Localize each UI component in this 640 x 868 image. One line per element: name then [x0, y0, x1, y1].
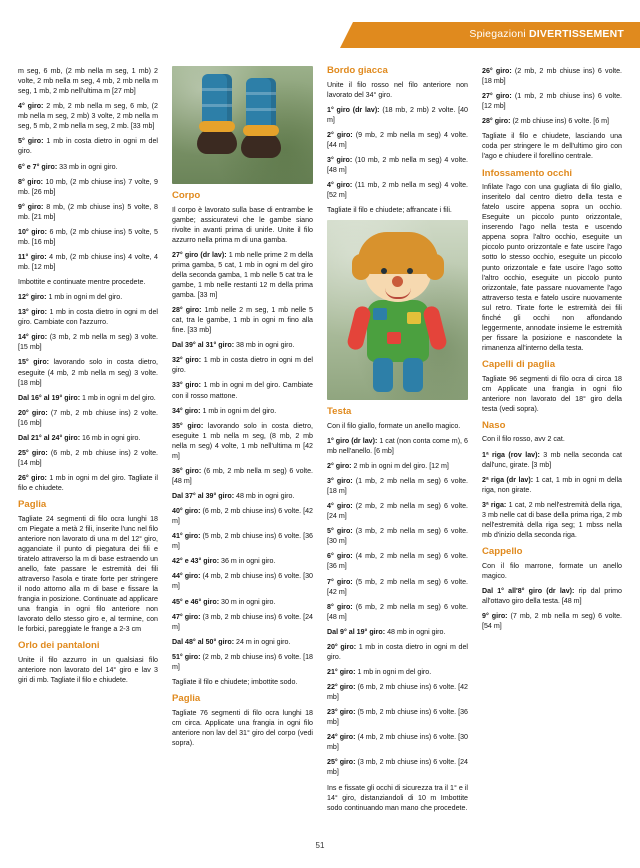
body-paragraph: 25° giro: (3 mb, 2 mb chiuse ins) 6 volte. [24 mb]: [327, 758, 468, 777]
body-paragraph: Il corpo è lavorato sulla base di entrambe le gambe; assicuratevi che le gambe siano rivolte in avanti prima di unirle. Unite il filo azzurro nella prima m di una gamba.: [172, 205, 313, 244]
body-paragraph: 21° giro: 1 mb in ogni m del giro.: [327, 667, 432, 676]
body-paragraph: 2ª riga (dr lav): 1 cat, 1 mb in ogni m della riga, non girate.: [482, 475, 622, 494]
body-paragraph: 51° giro: (2 mb, 2 mb chiuse ins) 6 volte. [18 m]: [172, 652, 313, 671]
body-paragraph: 26° giro: (2 mb, 2 mb chiuse ins) 6 volte. [18 mb]: [482, 67, 622, 86]
section-heading: Naso: [482, 419, 506, 431]
body-paragraph: 34° giro: 1 mb in ogni m del giro.: [172, 406, 277, 415]
body-paragraph: 33° giro: 1 mb in ogni m del giro. Cambiate con il rosso mattone.: [172, 381, 313, 400]
section-heading: Paglia: [18, 499, 47, 511]
section-heading: Orlo dei pantaloni: [18, 640, 100, 652]
section-heading: Infossamento occhi: [482, 167, 573, 179]
doll-patch: [373, 308, 387, 320]
body-paragraph: 8° giro: (6 mb, 2 mb nella m seg) 6 volte. [48 m]: [327, 602, 468, 621]
body-paragraph: 3ª riga: 1 cat, 2 mb nell'estremità della riga, 3 mb nelle cat di base della prima riga, 2 mb nell'estremità della riga seg; 1 mbss nella mb d'inizio della seconda riga.: [482, 500, 622, 539]
body-paragraph: 2° giro: (9 mb, 2 mb nella m seg) 4 volte. [44 m]: [327, 130, 468, 149]
body-paragraph: 27° giro: (1 mb, 2 mb chiuse ins) 6 volte. [12 mb]: [482, 92, 622, 111]
body-paragraph: 35° giro: lavorando solo in costa dietro, eseguite 1 mb nella m seg, (8 mb, 2 mb nella m seg) 4 volte, 1 mb nell'ultima m [42 m]: [172, 421, 313, 460]
body-paragraph: 5° giro: (3 mb, 2 mb nella m seg) 6 volte. [30 m]: [327, 527, 468, 546]
page-header: [0, 22, 640, 48]
header-title-bold: DIVERTISSEMENT: [529, 28, 624, 40]
doll-straw-hair: [358, 232, 438, 274]
body-paragraph: 20° giro: (7 mb, 2 mb chiuse ins) 2 volte. [16 mb]: [18, 408, 158, 427]
body-paragraph: m seg, 6 mb, (2 mb nella m seg, 1 mb) 2 volte, 2 mb nella m seg, 4 mb, 2 mb nella m seg, 1 mb, 2 mb nell'ultima m [27 mb]: [18, 67, 158, 96]
body-paragraph: Imbottite e continuate mentre procedete.: [18, 278, 146, 287]
body-paragraph: 44° giro: (4 mb, 2 mb chiuse ins) 6 volte. [30 m]: [172, 572, 313, 591]
body-paragraph: 26° giro: 1 mb in ogni m del giro. Tagliate il filo e chiudete.: [18, 474, 158, 493]
body-paragraph: Con il filo rosso, avv 2 cat.: [482, 435, 565, 444]
body-paragraph: 42° e 43° giro: 36 m in ogni giro.: [172, 557, 276, 566]
doll-leg-left: [373, 358, 393, 392]
body-paragraph: Dal 48° al 50° giro: 24 m in ogni giro.: [172, 637, 291, 646]
section-heading: Bordo giacca: [327, 65, 388, 76]
section-heading: Corpo: [172, 190, 201, 201]
column-3: [327, 66, 468, 826]
body-paragraph: Con il filo giallo, formate un anello magico.: [327, 421, 461, 430]
body-paragraph: 3° giro: (10 mb, 2 mb nella m seg) 4 volte. [48 m]: [327, 155, 469, 174]
body-paragraph: 28° giro: 1mb nelle 2 m seg, 1 mb nelle 5 cat, tra le gambe, 1 mb in ogni m fino alla fine. [33 mb]: [172, 306, 313, 335]
body-paragraph: 5° giro: 1 mb in costa dietro in ogni m del giro.: [18, 137, 159, 156]
body-paragraph: 25° giro: (6 mb, 2 mb chiuse ins) 2 volte. [14 mb]: [18, 448, 158, 467]
body-paragraph: 45° e 46° giro: 30 m in ogni giro.: [172, 597, 276, 606]
body-paragraph: 3° giro: (1 mb, 2 mb nella m seg) 6 volte. [18 m]: [327, 477, 468, 496]
body-paragraph: 11° giro: 4 mb, (2 mb chiuse ins) 4 volte, 4 mb. [12 mb]: [18, 252, 158, 271]
body-paragraph: 1° giro (dr lav): 1 cat (non conta come m), 6 mb nell'anello. [6 mb]: [327, 436, 468, 455]
doll-shoe-left: [197, 128, 237, 154]
body-paragraph: 13° giro: 1 mb in costa dietro in ogni m del giro. Cambiate con l'azzurro.: [18, 308, 158, 327]
section-heading: Capelli di paglia: [482, 359, 556, 371]
body-paragraph: Infilate l'ago con una gugliata di filo giallo, inseritelo dal centro dietro della testa e fatelo uscire appena sopra un occhio. Eseguite un piccolo punto orizzontale, inserendo l'ago nella testa e uscendo appena sopra l'altro occhio, eseguite un piccolo punto orizzontale e fate uscire l'ago sotto lo stesso occhio, eseguite un piccolo punto orizzontale e fate uscire l'ago sotto l'altro occhio, eseguite un piccolo punto orizzontale, fate passare nuovamente l'ago attraverso testa e fatelo uscire nuovamente sul retro. Tirate forte le estremità dei fili finché gli occhi non affondando leggermente, annodate insieme le estremità per fissare la posizione e nascondete la rimanenza all'interno della testa.: [482, 183, 622, 353]
body-paragraph: 4° giro: 2 mb, 2 mb nella m seg, 6 mb, (2 mb nella m seg, 2 mb) 3 volte, 2 mb nella m seg, 5 mb, 2 mb nella m seg, 2 mb. [33 mb]: [18, 102, 158, 131]
section-heading: Paglia: [172, 692, 201, 704]
body-paragraph: 20° giro: 1 mb in costa dietro in ogni m del giro.: [327, 642, 468, 661]
section-heading: Cappello: [482, 546, 523, 558]
page-number: 51: [315, 841, 325, 850]
body-paragraph: 8° giro: 10 mb, (2 mb chiuse ins) 7 volte, 9 mb. [26 mb]: [18, 177, 158, 196]
article-columns: [18, 66, 622, 826]
body-paragraph: Tagliate 76 segmenti di filo ocra lunghi 18 cm circa. Applicate una frangia in ogni filo anteriore non lav del 31° giro del corpo (vedi sopra).: [172, 708, 313, 747]
doll-patch: [387, 332, 401, 344]
body-paragraph: Tagliate 96 segmenti di filo ocra di circa 18 cm Applicate una frangia in ogni filo anteriore non lavorato del 18° giro della testa (vedi sopra).: [482, 374, 622, 413]
body-paragraph: Dal 9° al 19° giro: 48 mb in ogni giro.: [327, 627, 446, 636]
body-paragraph: 41° giro: (5 mb, 2 mb chiuse ins) 6 volte. [36 m]: [172, 532, 313, 551]
body-paragraph: 28° giro: (2 mb chiuse ins) 6 volte. [6 m]: [482, 117, 610, 126]
body-paragraph: Unite il filo rosso nel filo anteriore non lavorato del 34° giro.: [327, 80, 468, 99]
body-paragraph: Dal 21° al 24° giro: 16 mb in ogni giro.: [18, 433, 141, 442]
body-paragraph: 6° giro: (4 mb, 2 mb nella m seg) 6 volte. [36 m]: [327, 552, 468, 571]
body-paragraph: Tagliate il filo e chiudete; affrancate i fili.: [327, 206, 452, 215]
body-paragraph: 9° giro: (7 mb, 2 mb nella m seg) 6 volte. [54 m]: [482, 611, 622, 630]
body-paragraph: 36° giro: (6 mb, 2 mb nella m seg) 6 volte. [48 m]: [172, 466, 313, 485]
body-paragraph: 40° giro: (6 mb, 2 mb chiuse ins) 6 volte. [42 m]: [172, 507, 313, 526]
body-paragraph: 7° giro: (5 mb, 2 mb nella m seg) 6 volte. [42 m]: [327, 577, 468, 596]
body-paragraph: 23° giro: (5 mb, 2 mb chiuse ins) 6 volte. [36 mb]: [327, 708, 468, 727]
body-paragraph: Dal 39° al 31° giro: 38 mb in ogni giro.: [172, 341, 295, 350]
column-4: [482, 66, 622, 826]
body-paragraph: 4° giro: (2 mb, 2 mb nella m seg) 6 volte. [24 m]: [327, 502, 468, 521]
body-paragraph: Unite il filo azzurro in un qualsiasi filo anteriore non lavorato del 14° giro e lav 3 giri di mb. Tagliate il filo e chiudete.: [18, 655, 158, 685]
photo-scarecrow-doll: [327, 220, 468, 400]
body-paragraph: 1° giro (dr lav): (18 mb, 2 mb) 2 volte. [40 m]: [327, 105, 468, 124]
body-paragraph: 1ª riga (rov lav): 3 mb nella seconda cat dall'unc, girate. [3 mb]: [482, 450, 622, 469]
header-notch: [0, 22, 340, 48]
body-paragraph: Con il filo marrone, formate un anello magico.: [482, 561, 622, 580]
body-paragraph: 10° giro: 6 mb, (2 mb chiuse ins) 5 volte, 5 mb. [16 mb]: [18, 227, 158, 246]
body-paragraph: 9° giro: 8 mb, (2 mb chiuse ins) 5 volte, 8 mb. [21 mb]: [18, 202, 159, 221]
body-paragraph: Tagliate 24 segmenti di filo ocra lunghi 18 cm Piegate a metà 2 fili, inserite l'unc nel filo anteriore non lavorato di una m del 12° giro, agganciate il punto di piegatura dei fili e tiratelo attraverso la m di base estraendo un anello, fate passare le estremità dei fili attraverso l'asola e tirate forte per stringere il nodo attorno alla m di base e fissare la frangia in posizione. Continuate ad applicare una frangia in ogni filo anteriore non lavorato dello stesso giro e, al termine, con le forbici, pareggiate le frange a 2-3 cm: [18, 514, 158, 634]
body-paragraph: Dal 16° al 19° giro: 1 mb in ogni m del giro.: [18, 393, 156, 402]
body-paragraph: Dal 37° al 39° giro: 48 mb in ogni giro.: [172, 492, 295, 501]
section-heading: Testa: [327, 406, 352, 418]
body-paragraph: 47° giro: (3 mb, 2 mb chiuse ins) 6 volte. [24 m]: [172, 612, 313, 631]
doll-patch: [407, 312, 421, 324]
body-paragraph: 22° giro: (6 mb, 2 mb chiuse ins) 6 volte. [42 mb]: [327, 683, 468, 702]
body-paragraph: Tagliate il filo e chiudete, lasciando una coda per stringere le m dell'ultimo giro con l'ago e chiudere il forellino centrale.: [482, 132, 622, 161]
column-2: [172, 66, 313, 826]
body-paragraph: 15° giro: lavorando solo in costa dietro, eseguite (4 mb, 2 mb nella m seg) 3 volte. [18 mb]: [18, 358, 158, 387]
doll-shoe-right: [241, 132, 281, 158]
body-paragraph: Tagliate il filo e chiudete; imbottite sodo.: [172, 677, 298, 686]
body-paragraph: 27° giro (dr lav): 1 mb nelle prime 2 m della prima gamba, 5 cat, 1 mb in ogni m del giro della seconda gamba, 1 mb nelle 5 cat tra le gambe, 1 mb nelle restanti 12 m della prima gamba. [33 m]: [172, 250, 313, 300]
body-paragraph: 6° e 7° giro: 33 mb in ogni giro.: [18, 162, 118, 171]
body-paragraph: 24° giro: (4 mb, 2 mb chiuse ins) 6 volte. [30 mb]: [327, 733, 468, 752]
header-title-light: Spiegazioni: [469, 28, 530, 40]
photo-doll-feet: [172, 66, 313, 184]
body-paragraph: 14° giro: (3 mb, 2 mb nella m seg) 3 volte. [15 mb]: [18, 333, 158, 352]
body-paragraph: Dal 1° all'8° giro (dr lav): rip dal primo all'ottavo giro della testa. [48 m]: [482, 586, 622, 605]
body-paragraph: Ins e fissate gli occhi di sicurezza tra il 1° e il 14° giro, distanziandoli di 10 m Imbottite sodo continuando man mano che procedete.: [327, 783, 468, 812]
body-paragraph: 4° giro: (11 mb, 2 mb nella m seg) 4 volte. [52 m]: [327, 181, 468, 200]
header-title: [469, 28, 624, 40]
column-1: [18, 66, 158, 826]
body-paragraph: 32° giro: 1 mb in costa dietro in ogni m del giro.: [172, 356, 313, 375]
body-paragraph: 12° giro: 1 mb in ogni m del giro.: [18, 293, 123, 302]
photo-background: [172, 66, 313, 184]
body-paragraph: 2° giro: 2 mb in ogni m del giro. [12 m]: [327, 461, 449, 470]
doll-leg-right: [403, 358, 423, 392]
